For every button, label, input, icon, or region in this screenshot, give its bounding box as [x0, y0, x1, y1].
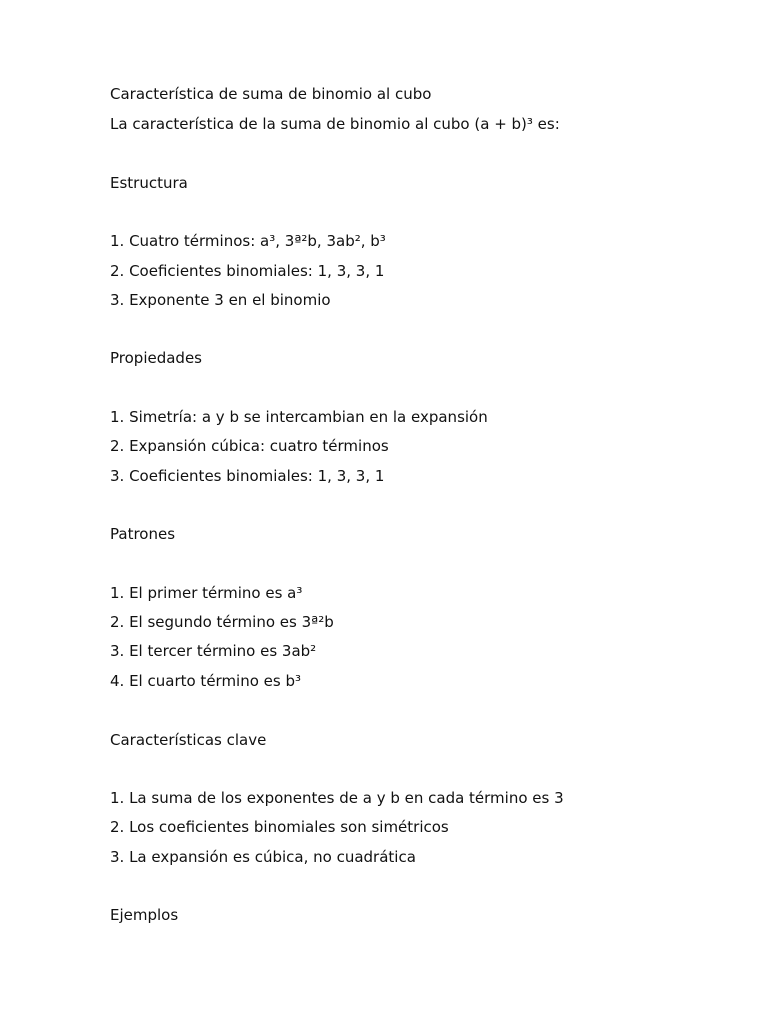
intro-text: La característica de la suma de binomio al cubo (a + b)³ es:: [110, 115, 560, 133]
section-heading-propiedades: Propiedades: [110, 349, 202, 367]
list-item: 2. Coeficientes binomiales: 1, 3, 3, 1: [110, 262, 385, 280]
document-title: Característica de suma de binomio al cubo: [110, 85, 432, 103]
list-item: 1. El primer término es a³: [110, 584, 303, 602]
section-heading-caracteristicas-clave: Características clave: [110, 731, 267, 749]
list-item: 2. El segundo término es 3ª²b: [110, 613, 334, 631]
section-heading-patrones: Patrones: [110, 525, 176, 543]
list-item: 3. La expansión es cúbica, no cuadrática: [110, 848, 416, 866]
list-item: 1. La suma de los exponentes de a y b en cada término es 3: [110, 789, 564, 807]
list-item: 1. Simetría: a y b se intercambian en la expansión: [110, 408, 488, 426]
list-item: 2. Los coeficientes binomiales son simétricos: [110, 818, 449, 836]
list-item: 4. El cuarto término es b³: [110, 672, 302, 690]
list-item: 3. Coeficientes binomiales: 1, 3, 3, 1: [110, 467, 385, 485]
list-item: 3. Exponente 3 en el binomio: [110, 291, 331, 309]
section-heading-ejemplos: Ejemplos: [110, 906, 179, 924]
list-item: 2. Expansión cúbica: cuatro términos: [110, 437, 389, 455]
section-heading-estructura: Estructura: [110, 174, 188, 192]
list-item: 3. El tercer término es 3ab²: [110, 642, 317, 660]
list-item: 1. Cuatro términos: a³, 3ª²b, 3ab², b³: [110, 232, 386, 250]
